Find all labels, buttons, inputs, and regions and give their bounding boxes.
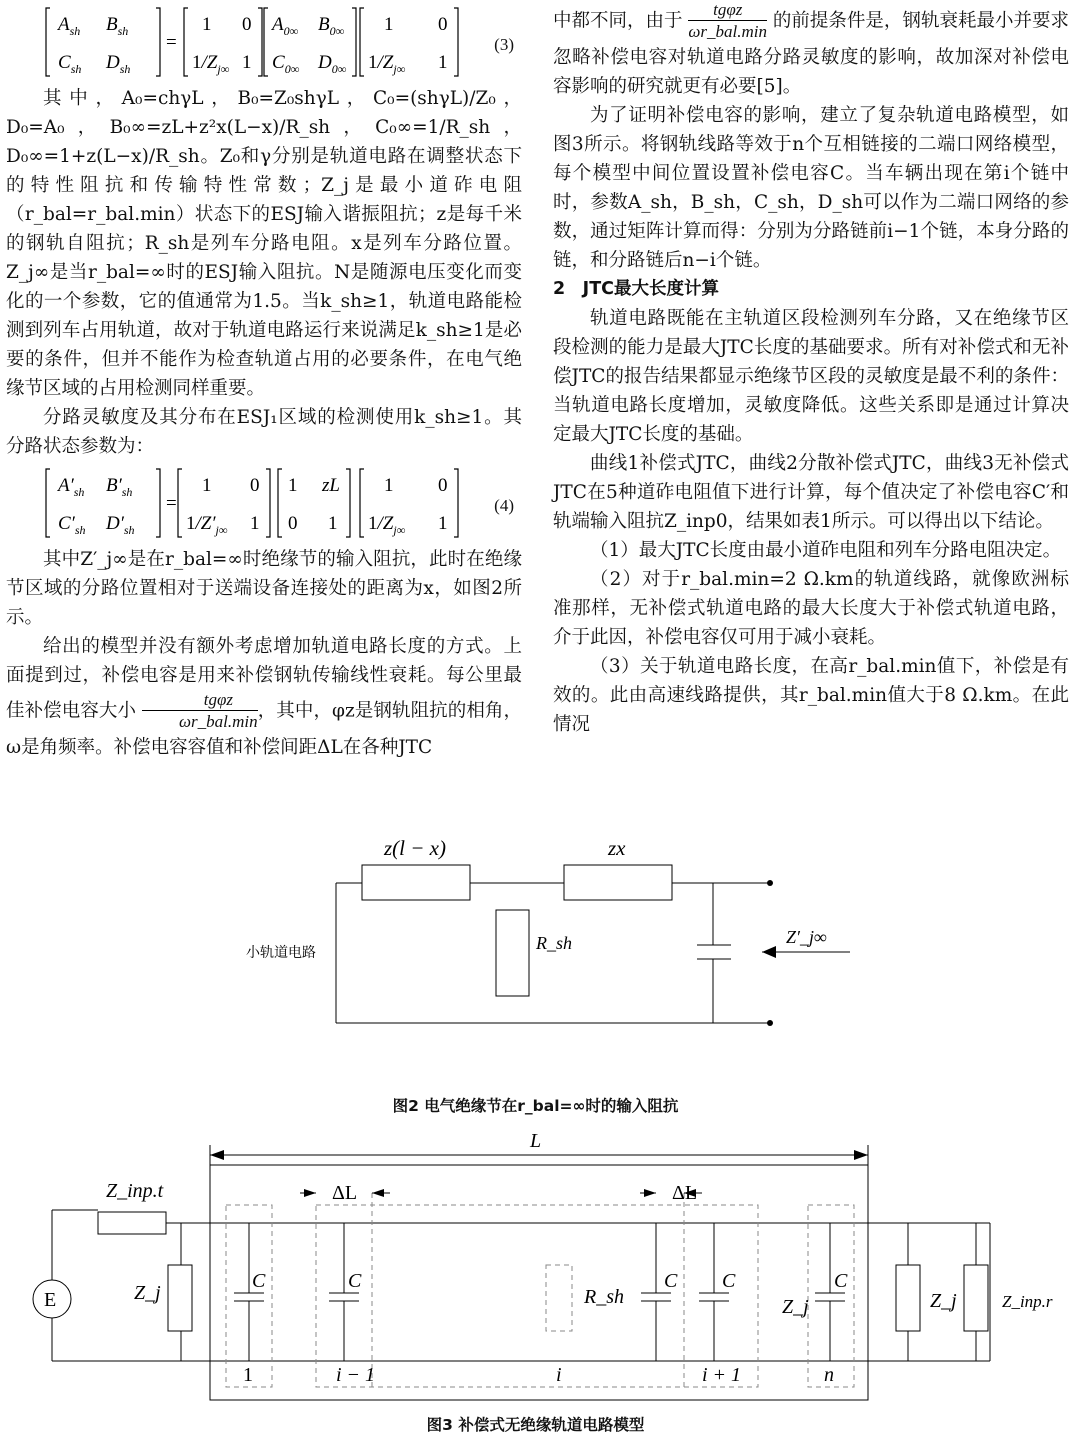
svg-text:1: 1 [202, 475, 212, 496]
svg-text:1/Zj∞: $1/Z_{j\infty}$ [192, 52, 230, 76]
equation-4 [6, 461, 522, 545]
arrow-left-icon [210, 1150, 224, 1160]
terminal-dot-bottom [767, 1020, 773, 1026]
paragraph-input-impedance: 其中Z′_j∞是在r_bal=∞时绝缘节的输入阻抗，此时在绝缘节区域的分路位置相对于送端设备连接处的距离为x，如图2所示。 [6, 549, 522, 628]
svg-text:A0∞: $A_{0\infty}$ [272, 14, 299, 38]
conclusion-3: （3）关于轨道电路长度，在高r_bal.min值下，补偿是有效的。此由高速线路提供，其r_bal.min值大于8 Ω.km。在此情况 [553, 656, 1069, 735]
section-heading: 2 JTC最大长度计算 [553, 279, 719, 299]
figure-2-caption: 图2 电气绝缘节在r_bal=∞时的输入阻抗 [392, 1097, 679, 1115]
label-index-i+1: i + 1 [702, 1364, 742, 1386]
svg-text:1: 1 [242, 52, 252, 73]
svg-text:0: 0 [250, 475, 260, 496]
svg-text:B′sh: $B'_{sh}$ [106, 475, 133, 499]
figure-2-circuit [0, 825, 1071, 1040]
label-index-i-1: i − 1 [336, 1364, 376, 1386]
label-index-n: n [824, 1364, 834, 1386]
svg-text:D0∞: $D_{0\infty}$ [318, 52, 347, 76]
equation-3-matrix [6, 0, 522, 84]
compensation-text-b: ，其中，φz是钢轨阻抗的相角，ω是角频率。补偿电容容值和补偿间距ΔL在各种JTC [6, 700, 522, 758]
svg-text:1: 1 [384, 475, 394, 496]
label-rsh: R_sh [536, 933, 572, 953]
delta-arrow-icon [304, 1189, 316, 1197]
delta-arrow-icon [644, 1189, 656, 1197]
svg-text:1: 1 [384, 14, 394, 35]
label-zj-left: Z_j [134, 1282, 161, 1304]
formula-numerator: tgφz [142, 690, 258, 711]
svg-text:Ash: $A_{sh}$ [58, 14, 81, 38]
continuation-text-a: 中都不同，由于 [553, 10, 683, 32]
svg-text:zL: zL [322, 475, 340, 496]
paragraph-continuation [553, 0, 1069, 101]
svg-text:0: 0 [438, 14, 448, 35]
label-zinp-t: Z_inp.t [106, 1180, 164, 1202]
label-z-l-x: z(l − x) [384, 836, 446, 860]
svg-text:1: 1 [438, 52, 448, 73]
svg-text:D′sh: $D'_{sh}$ [106, 513, 135, 537]
label-index-i: i [556, 1364, 562, 1386]
label-zj-mid: Z_j [782, 1296, 809, 1318]
label-zinp-r: Z_inp.r [1002, 1292, 1053, 1311]
left-column [6, 0, 522, 762]
svg-text:1/Z′j∞: $1/Z'_{j\infty}$ [186, 513, 228, 537]
equation-4-matrix [6, 461, 522, 545]
label-c-5: C [834, 1270, 848, 1292]
paragraph-shunt-sensitivity: 分路灵敏度及其分布在ESJ₁区域的检测使用k_sh≥1。其分路状态参数为： [6, 407, 522, 457]
svg-text:1: 1 [250, 513, 260, 534]
equation-3-number: (3) [494, 35, 514, 54]
svg-text:0: 0 [242, 14, 252, 35]
svg-text:C′sh: $C'_{sh}$ [58, 513, 86, 537]
right-column [553, 0, 1069, 739]
figure-3-caption: 图3 补偿式无绝缘轨道电路模型 [426, 1416, 645, 1434]
paragraph-compensation [6, 632, 522, 762]
label-c-4: C [722, 1270, 736, 1292]
label-index-1: 1 [243, 1364, 253, 1386]
label-delta-L-1: ΔL [332, 1182, 358, 1204]
formula2-denominator: ωr_bal.min [688, 22, 768, 41]
svg-text:1/Zj∞: $1/Z_{j\infty}$ [368, 513, 406, 537]
figure-3-circuit [0, 1125, 1071, 1410]
label-zx: zx [608, 836, 626, 860]
label-E: E [44, 1289, 57, 1311]
conclusion-1: （1）最大JTC长度由最小道砟电阻和列车分路电阻决定。 [590, 540, 1062, 561]
svg-text:Bsh: $B_{sh}$ [106, 14, 129, 38]
paragraph-model: 为了证明补偿电容的影响，建立了复杂轨道电路模型，如图3所示。将钢轨线路等效于n个互相链接的二端口网络模型，每个模型中间位置设置补偿电容C。当车辆出现在第i个链中时，参数A_sh，B_sh，C_sh，D_sh可以作为二端口网络的参数，通过矩阵计算而得：分别为分路链前i−1个链，本身分路的链，和分路链后n−i个链。 [553, 105, 1069, 271]
formula-denominator: ωr_bal.min [179, 712, 258, 731]
conclusion-2: （2）对于r_bal.min=2 Ω.km的轨道线路，就像欧洲标准那样，无补偿式轨道电路的最大长度大于补偿式轨道电路，介于此因，补偿电容仅可用于减小衰耗。 [553, 569, 1069, 648]
svg-text:B0∞: $B_{0\infty}$ [318, 14, 345, 38]
svg-text:0: 0 [438, 475, 448, 496]
paragraph-curves: 曲线1补偿式JTC，曲线2分散补偿式JTC，曲线3无补偿式JTC在5种道砟电阻值下进行计算，每个值决定了补偿电容C′和轨端输入阻抗Z_inp0，结果如表1所示。可以得出以下结论。 [553, 453, 1069, 532]
svg-text:C0∞: $C_{0\infty}$ [272, 52, 300, 76]
svg-text:1: 1 [438, 513, 448, 534]
svg-text:1/Zj∞: $1/Z_{j\infty}$ [368, 52, 406, 76]
svg-text:Csh: $C_{sh}$ [58, 52, 82, 76]
paragraph-requirement: 轨道电路既能在主轨道区段检测列车分路，又在绝缘节区段检测的能力是最大JTC长度的基础要求。所有对补偿式和无补偿JTC的报告结果都显示绝缘节区段的灵敏度是最不利的条件：当轨道电路长度增加，灵敏度降低。这些关系即是通过计算决定最大JTC长度的基础。 [553, 308, 1069, 445]
label-L: L [530, 1130, 542, 1152]
svg-text:1: 1 [202, 14, 212, 35]
svg-text:A′sh: $A'_{sh}$ [58, 475, 85, 499]
svg-text:Dsh: $D_{sh}$ [106, 52, 131, 76]
label-c-3: C [664, 1270, 678, 1292]
svg-text:1: 1 [288, 475, 298, 496]
continuation-text-b: 的前提条件是，钢轨衰耗最小并要求忽略补偿电容对轨道电路分路灵敏度的影响，故加深对补偿电容影响的研究就更有必要[5]。 [553, 10, 1069, 97]
label-zj-right: Z_j [930, 1290, 957, 1312]
label-delta-L-2: ΔL [672, 1182, 698, 1204]
label-rsh: R_sh [584, 1286, 624, 1308]
formula2-numerator: tgφz [688, 0, 767, 21]
label-small-track-circuit: 小轨道电路 [246, 945, 316, 961]
label-c-2: C [348, 1270, 362, 1292]
label-zj-inf: Z′_j∞ [786, 927, 827, 947]
compensation-text-a: 给出的模型并没有额外考虑增加轨道电路长度的方式。上面提到过，补偿电容是用来补偿钢轨传输线性衰耗。每公里最佳补偿电容大小 [6, 636, 522, 722]
equation-4-number: (4) [494, 496, 514, 515]
svg-text:0: 0 [288, 513, 298, 534]
delta-arrow-icon [372, 1189, 384, 1197]
equation-3 [6, 0, 522, 84]
terminal-dot-top [767, 880, 773, 886]
svg-text:=: = [166, 32, 177, 53]
arrow-right-icon [854, 1150, 868, 1160]
svg-text:=: = [166, 493, 177, 514]
svg-text:1: 1 [328, 513, 338, 534]
capacitor-formula [142, 690, 258, 733]
arrow-icon [762, 946, 776, 958]
label-c-1: C [252, 1270, 266, 1292]
capacitor-formula-2 [688, 0, 767, 43]
paragraph-params: 其中，A₀=chγL，B₀=Z₀shγL，C₀=(shγL)/Z₀，D₀=A₀，B₀∞=zL+z²x(L−x)/R_sh，C₀∞=1/R_sh，D₀∞=1+z(L−x)/R_sh。Z₀和γ分别是轨道电路在调整状态下的特性阻抗和传输特性常数；Z_j是最小道砟电阻（r_bal=r_bal.min）状态下的ESJ输入谐振阻抗；z是每千米的钢轨自阻抗；R_sh是列车分路电阻。x是列车分路位置。Z_j∞是当r_bal=∞时的ESJ输入阻抗。N是随源电压变化而变化的一个参数，它的值通常为1.5。当k_sh≥1，轨道电路能检测到列车占用轨道，故对于轨道电路运行来说满足k_sh≥1是必要的条件，但并不能作为检查轨道占用的必要条件，在电气绝缘节区域的占用检测同样重要。 [6, 88, 522, 399]
